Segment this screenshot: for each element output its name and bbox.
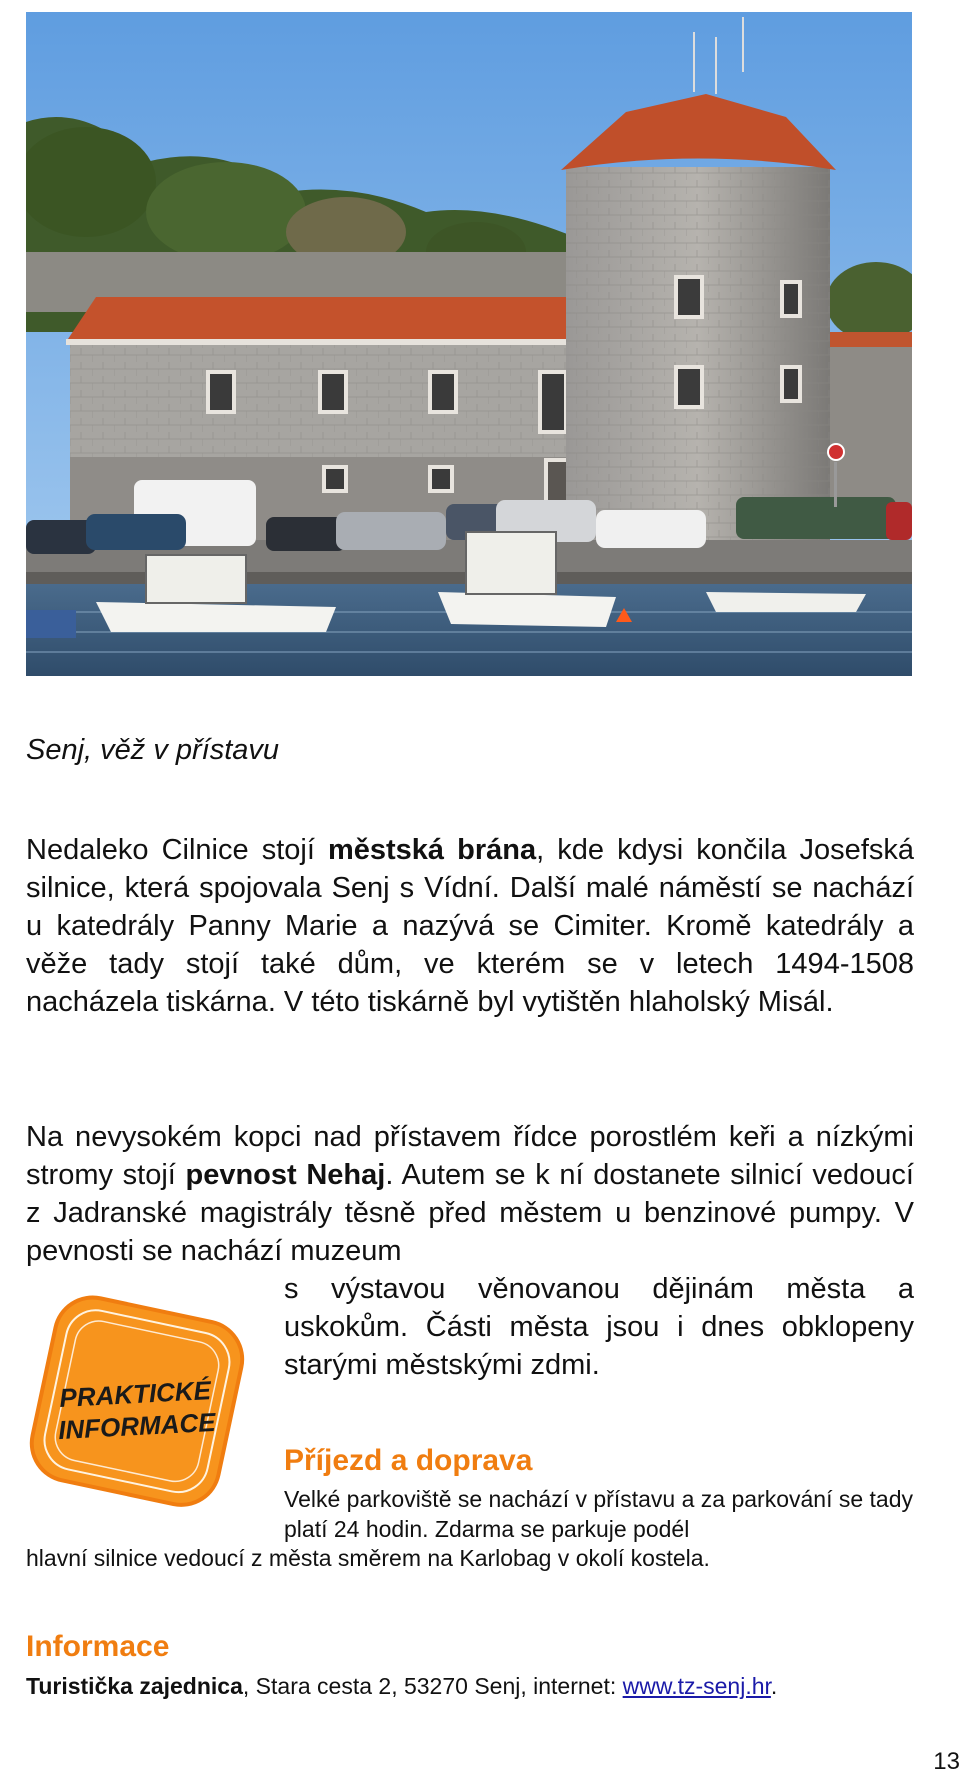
paragraph-museum: s výstavou věnovanou dějinám města a uskokům. Části města jsou i dnes obklopeny starými městskými zdmi.	[284, 1273, 914, 1381]
info-address: , Stara cesta 2, 53270 Senj, internet:	[242, 1673, 623, 1699]
paragraph-text: Na nevysokém kopci nad přístavem řídce porostlém keři a nízkými stromy stojí	[26, 1121, 914, 1191]
paragraph-nehaj-fortress	[26, 1118, 914, 1270]
photo-caption: Senj, věž v přístavu	[26, 734, 280, 766]
info-line	[26, 1671, 777, 1701]
transport-text-continued: hlavní silnice vedoucí z města směrem na Karlobag v okolí kostela.	[26, 1545, 710, 1571]
website-link[interactable]: www.tz-senj.hr	[622, 1673, 771, 1699]
info-end: .	[770, 1673, 778, 1699]
info-heading: Informace	[26, 1630, 170, 1663]
info-organization: Turistička zajednica	[26, 1673, 243, 1699]
badge-line-1: PRAKTICKÉ	[58, 1375, 212, 1413]
paragraph-text: . Autem se k ní dostanete silnicí vedoucí z Jadranské magistrály těsně před městem u benzinové pumpy. V pevnosti se nachází muzeum	[26, 1159, 914, 1267]
highlight-city-gate: městská brána	[327, 834, 537, 866]
practical-info-badge	[14, 1286, 258, 1516]
badge-label	[12, 1372, 259, 1449]
page-number: 13	[933, 1748, 960, 1774]
paragraph-city-gate	[26, 831, 914, 1021]
paragraph-text: , kde kdysi končila Josefská silnice, která spojovala Senj s Vídní. Další malé náměstí se nachází u katedrály Panny Marie a nazývá se Cimiter. Kromě katedrály a věže tady stojí také dům, ve kterém se v letech 1494-1508 nacházela tiskárna. V této tiskárně byl vytištěn hlaholský Misál.	[26, 834, 914, 1018]
highlight-nehaj: pevnost Nehaj	[185, 1159, 386, 1191]
harbour-tower-photo	[26, 12, 912, 676]
transport-heading: Příjezd a doprava	[284, 1444, 533, 1477]
paragraph-text: Nedaleko Cilnice stojí	[26, 834, 328, 866]
badge-line-2: INFORMACE	[57, 1406, 217, 1446]
transport-text: Velké parkoviště se nachází v přístavu a za parkování se tady platí 24 hodin. Zdarma se parkuje podél	[284, 1486, 914, 1542]
